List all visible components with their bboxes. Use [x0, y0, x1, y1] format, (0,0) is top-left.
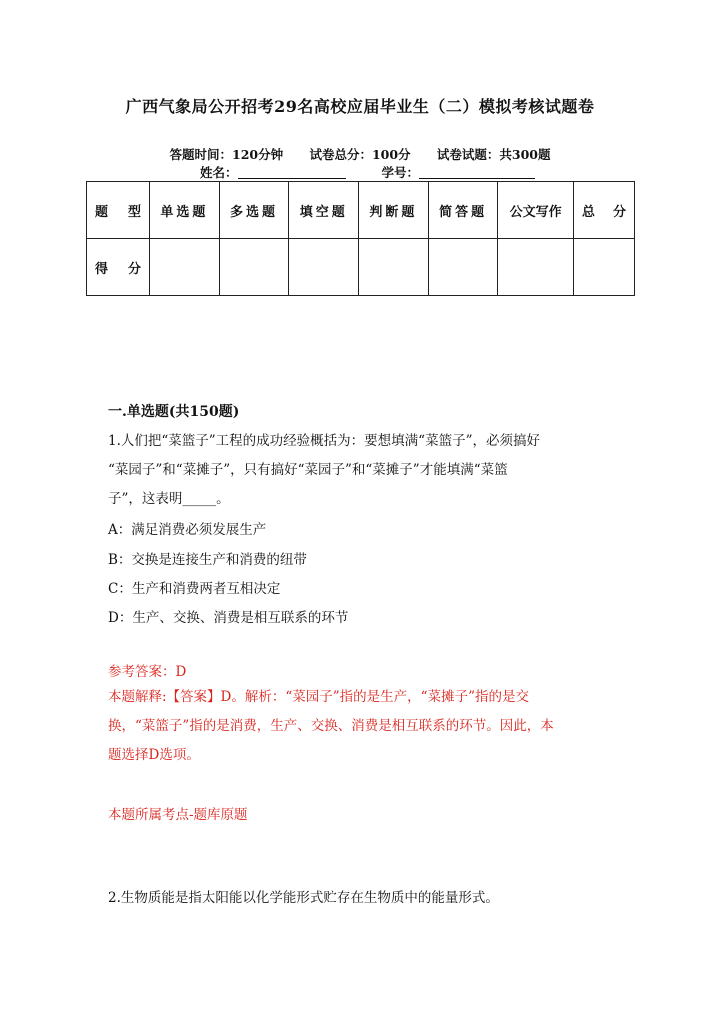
score-cell[interactable] — [498, 239, 573, 296]
question-1-answer: 参考答案：D — [108, 664, 187, 680]
student-info — [200, 163, 535, 181]
score-cell[interactable] — [219, 239, 289, 296]
question-1-explanation: 本题解释:【答案】D。解析：“菜园子”指的是生产，“菜摊子”指的是交 换，“菜篮子”指的是消费，生产、交换、消费是相互联系的环节。因此，本 题选择D选项。 — [108, 689, 554, 763]
score-cell[interactable] — [150, 239, 220, 296]
page-title: 广西气象局公开招考29名高校应届毕业生（二）模拟考核试题卷 — [125, 97, 595, 116]
header-type-cell: 题 型 — [87, 182, 150, 239]
header-multi-choice: 多选题 — [219, 182, 289, 239]
id-label: 学号： — [381, 165, 420, 180]
score-table — [86, 181, 635, 296]
exam-question-count: 试卷试题：共300题 — [436, 147, 551, 162]
score-table-score-row — [87, 239, 635, 296]
question-1-stem: 1.人们把“菜篮子”工程的成功经验概括为：要想填满“菜篮子”，必须搞好 “菜园子”和“菜摊子”，只有搞好“菜园子”和“菜摊子”才能填满“菜篮 子”，这表明_____。 — [108, 433, 540, 507]
header-total-cell: 总 分 — [573, 182, 634, 239]
header-single-choice: 单选题 — [150, 182, 220, 239]
section-title: 一.单选题(共150题) — [108, 404, 240, 420]
exam-total-score: 试卷总分：100分 — [309, 147, 411, 162]
exam-time: 答题时间：120分钟 — [169, 147, 284, 162]
score-table-header-row — [87, 182, 635, 239]
score-cell[interactable] — [289, 239, 359, 296]
question-1-option-a: A：满足消费必须发展生产 — [108, 522, 267, 538]
score-cell[interactable] — [573, 239, 634, 296]
question-1-option-b: B：交换是连接生产和消费的纽带 — [108, 552, 307, 568]
name-blank — [238, 166, 346, 179]
name-label: 姓名： — [200, 165, 238, 180]
question-1-option-d: D：生产、交换、消费是相互联系的环节 — [108, 610, 349, 626]
header-true-false: 判断题 — [359, 182, 429, 239]
question-2-stem: 2.生物质能是指太阳能以化学能形式贮存在生物质中的能量形式。 — [108, 890, 499, 906]
score-cell[interactable] — [428, 239, 498, 296]
question-1-source: 本题所属考点-题库原题 — [108, 807, 248, 823]
header-official-writing: 公文写作 — [498, 182, 573, 239]
exam-meta — [0, 145, 720, 163]
header-fill-blank: 填空题 — [289, 182, 359, 239]
score-cell[interactable] — [359, 239, 429, 296]
id-blank — [419, 166, 535, 179]
header-short-answer: 简答题 — [428, 182, 498, 239]
row-score-label: 得 分 — [87, 239, 150, 296]
question-1-option-c: C：生产和消费两者互相决定 — [108, 581, 281, 597]
